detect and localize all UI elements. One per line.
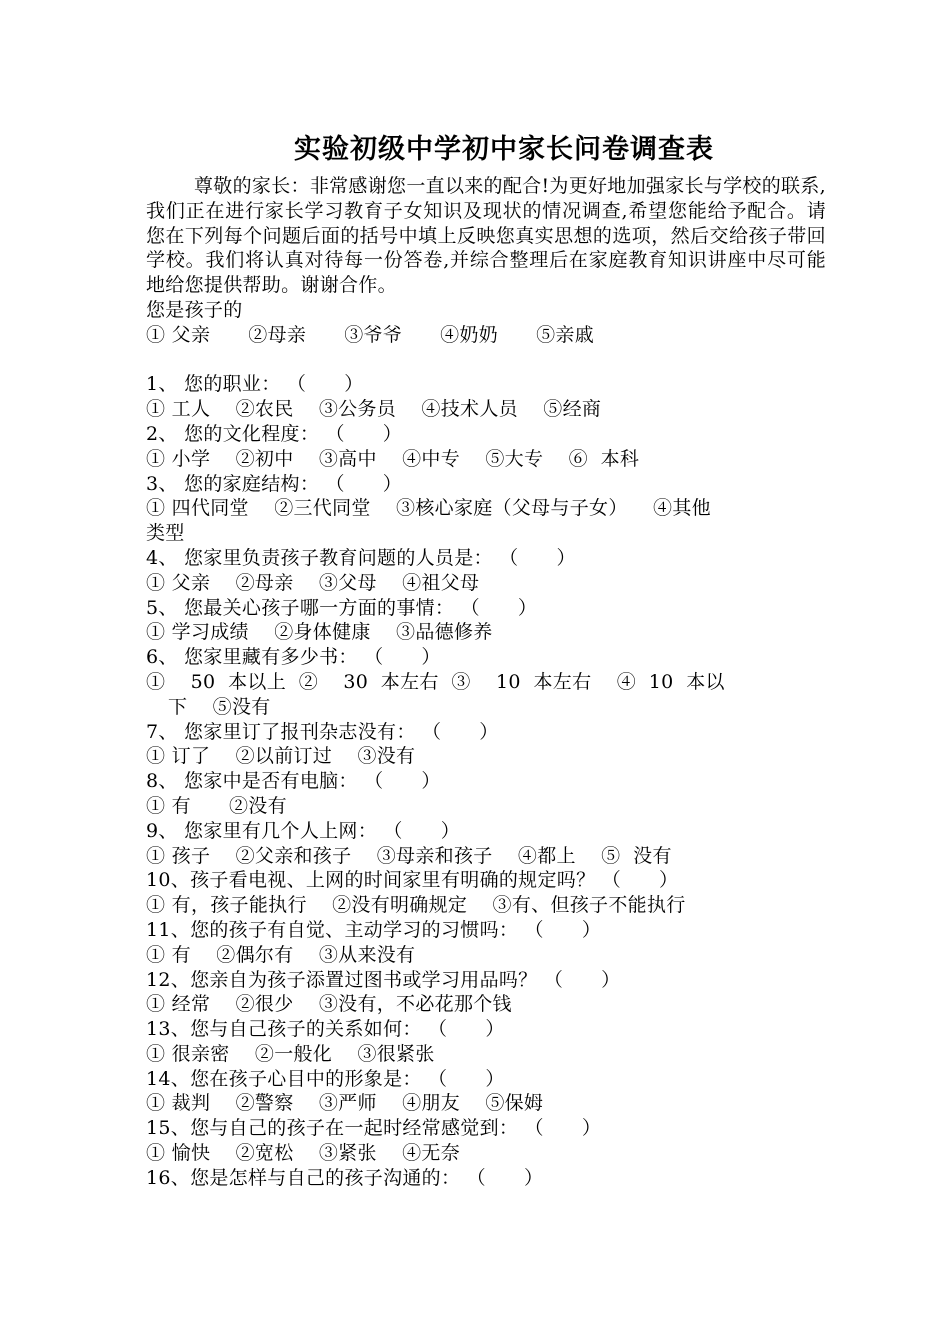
question-16: 16、您是怎样与自己的孩子沟通的： （ ）	[146, 1166, 544, 1189]
question-8: 8、 您家中是否有电脑： （ ）	[146, 770, 441, 793]
options-4: ① 父亲 ②母亲 ③父母 ④祖父母	[146, 571, 480, 594]
options-5: ① 学习成绩 ②身体健康 ③品德修养	[146, 621, 493, 644]
options-11: ① 有 ②偶尔有 ③从来没有	[146, 943, 416, 966]
options-13: ① 很亲密 ②一般化 ③很紧张	[146, 1042, 435, 1065]
options-7: ① 订了 ②以前订过 ③没有	[146, 745, 416, 768]
spacer	[146, 348, 826, 373]
options-15: ① 愉快 ②宽松 ③紧张 ④无奈	[146, 1142, 461, 1165]
question-13: 13、您与自己孩子的关系如何： （ ）	[146, 1018, 505, 1041]
question-5: 5、 您最关心孩子哪一方面的事情： （ ）	[146, 596, 538, 619]
document-page	[146, 130, 826, 1191]
question-14: 14、您在孩子心目中的形象是： （ ）	[146, 1067, 505, 1090]
options-8: ① 有 ②没有	[146, 794, 287, 817]
options-10: ① 有，孩子能执行 ②没有明确规定 ③有、但孩子不能执行	[146, 894, 686, 917]
options-9: ① 孩子 ②父亲和孩子 ③母亲和孩子 ④都上 ⑤ 没有	[146, 844, 672, 867]
options-2: ① 小学 ②初中 ③高中 ④中专 ⑤大专 ⑥ 本科	[146, 447, 640, 470]
question-10: 10、孩子看电视、上网的时间家里有明确的规定吗？ （ ）	[146, 869, 679, 892]
question-15: 15、您与自己的孩子在一起时经常感觉到： （ ）	[146, 1117, 602, 1140]
options-12: ① 经常 ②很少 ③没有，不必花那个钱	[146, 993, 512, 1016]
options-1: ① 工人 ②农民 ③公务员 ④技术人员 ⑤经商	[146, 398, 602, 421]
question-11: 11、您的孩子有自觉、主动学习的习惯吗： （ ）	[146, 918, 602, 941]
options-3-line-2: 类型	[146, 522, 185, 545]
intro-paragraph: 尊敬的家长：非常感谢您一直以来的配合!为更好地加强家长与学校的联系,我们正在进行家长学习教育子女知识及现状的情况调查,希望您能给予配合。请您在下列每个问题后面的括号中填上反映您真实思想的选项，然后交给孩子带回学校。我们将认真对待每一份答卷,并综合整理后在家庭教育知识讲座中尽可能地给您提供帮助。谢谢合作。	[146, 175, 826, 297]
options-3-line-1: ① 四代同堂 ②三代同堂 ③核心家庭（父母与子女） ④其他	[146, 497, 711, 520]
question-1: 1、 您的职业： （ ）	[146, 373, 364, 396]
question-4: 4、 您家里负责孩子教育问题的人员是： （ ）	[146, 546, 576, 569]
question-0: 您是孩子的	[146, 298, 243, 321]
options-0: ① 父亲 ②母亲 ③爷爷 ④奶奶 ⑤亲戚	[146, 323, 594, 346]
page-title: 实验初级中学初中家长问卷调查表	[294, 134, 714, 165]
question-7: 7、 您家里订了报刊杂志没有： （ ）	[146, 720, 499, 743]
options-14: ① 裁判 ②警察 ③严师 ④朋友 ⑤保姆	[146, 1092, 544, 1115]
question-12: 12、您亲自为孩子添置过图书或学习用品吗？ （ ）	[146, 968, 621, 991]
options-6-line-2: 下 ⑤没有	[168, 695, 271, 718]
question-2: 2、 您的文化程度： （ ）	[146, 422, 403, 445]
question-9: 9、 您家里有几个人上网： （ ）	[146, 819, 461, 842]
question-6: 6、 您家里藏有多少书： （ ）	[146, 646, 441, 669]
options-6-line-1: ① 50 本以上 ② 30 本左右 ③ 10 本左右 ④ 10 本以	[146, 670, 725, 693]
question-3: 3、 您的家庭结构： （ ）	[146, 472, 403, 495]
